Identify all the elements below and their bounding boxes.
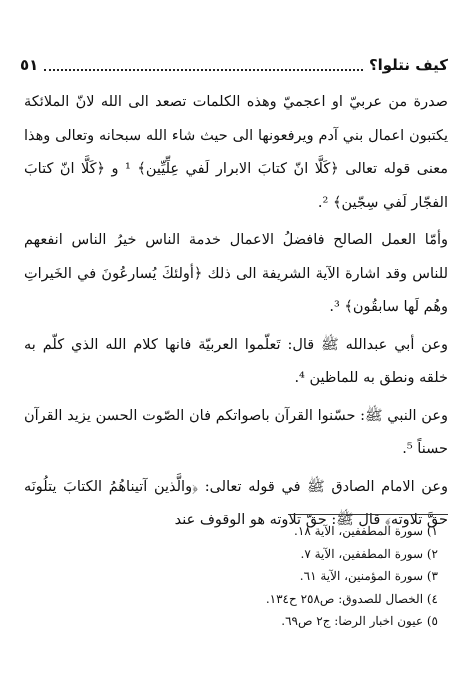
body-text [24,86,448,542]
paragraph: وأمّا العمل الصالح فافضلُ الاعمال خدمة الناس خيرُ الناس انفعهم للناس وقد اشارة الآية الشريفة الى ذلك ﴿أولئكَ يُسارعُونَ في الخَيراتِ وهُم لَها سابقُون﴾ ³. [24,232,448,315]
footnote: ٤) الخصال للصدوق: ص٢٥٨ ح١٣٤. [265,591,438,606]
paragraph: وعن الامام الصادق ﷺ في قوله تعالى: ﴿والَّذين آتيناهُمُ الكتابَ يتلُونَه حقَّ تلاوته﴾ قال ﷺ: حقّ تلاوته هو الوقوف عند [24,478,448,528]
footnote: ٥) عيون اخبار الرضا: ج٢ ص٦٩. [281,614,438,628]
footnote: ٣) سورة المؤمنين، الآية ٦١. [299,569,438,583]
footnote: ١) سورة المطففين، الآية ١٨. [294,524,438,538]
running-title: كيف نتلوا؟ [368,56,448,74]
paragraph: وعن أبي عبدالله ﷺ قال: تَعلّموا العربيّة فانها كلام الله الذي كلّم به خلقه ونطق به للماظين ⁴. [24,336,448,386]
footnote-divider [288,514,448,515]
footnote: ٢) سورة المطففين، الآية ٧. [300,546,438,561]
footnotes-list [24,520,438,633]
leader-dots [44,59,363,71]
page-header [20,52,448,78]
paragraph: وعن النبي ﷺ: حسّنوا القرآن باصواتكم فان الصّوت الحسن يزيد القرآن حسناً ⁵. [24,407,448,457]
page-number: ٥١ [20,56,39,74]
paragraph: صدرة من عربيّ او اعجميّ وهذه الكلمات تصعد الى الله لانّ الملائكة يكتبون اعمال بني آدم ويرفعونها الى حيث شاء الله سبحانه وتعالى وهذا معنى قوله تعالى ﴿كَلَّا انّ كتابَ الابرار لَفي عِلِّيِّين﴾ ¹ و ﴿كَلَّا انّ كتابَ الفجّار لَفي سِجّين﴾ ². [24,94,448,211]
